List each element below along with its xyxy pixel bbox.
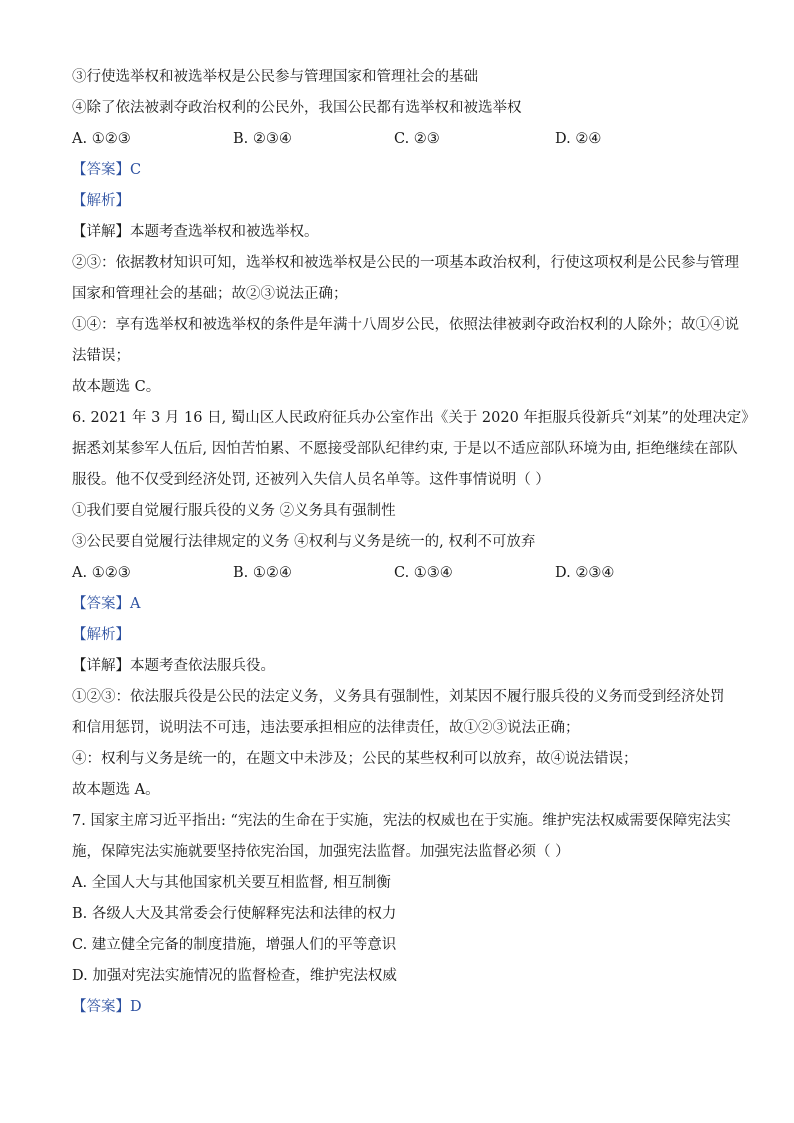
question-7-option-c: C. 建立健全完备的制度措施，增强人们的平等意识	[72, 937, 397, 953]
explanation-line: ①②③：依法服兵役是公民的法定义务，义务具有强制性，刘某因不履行服兵役的义务而受到经济处罚	[72, 689, 725, 705]
answer-choices	[72, 558, 722, 589]
option-3-text: ③行使选举权和被选举权是公民参与管理国家和管理社会的基础	[72, 69, 478, 85]
answer-label: 【答案】A	[72, 596, 141, 612]
detail-text: 【详解】本题考查依法服兵役。	[72, 658, 275, 674]
analysis-label: 【解析】	[72, 627, 130, 643]
question-7-option-d: D. 加强对宪法实施情况的监督检查，维护宪法权威	[72, 968, 397, 984]
analysis-label: 【解析】	[72, 193, 130, 209]
answer-label: 【答案】D	[72, 999, 142, 1015]
choice-a: A. ①②③	[72, 131, 131, 147]
choice-c: C. ①③④	[394, 565, 453, 581]
question-7-stem: 施，保障宪法实施就要坚持依宪治国，加强宪法监督。加强宪法监督必须（ ）	[72, 844, 570, 860]
conclusion-text: 故本题选 C。	[72, 379, 161, 395]
answer-choices	[72, 124, 722, 155]
choice-a: A. ①②③	[72, 565, 131, 581]
explanation-line: 和信用惩罚，说明法不可违，违法要承担相应的法律责任，故①②③说法正确；	[72, 720, 580, 736]
choice-d: D. ②③④	[555, 565, 615, 581]
conclusion-text: 故本题选 A。	[72, 782, 160, 798]
explanation-line: 法错误；	[72, 348, 130, 364]
explanation-line: ④：权利与义务是统一的，在题文中未涉及；公民的某些权利可以放弃，故④说法错误；	[72, 751, 638, 767]
choice-d: D. ②④	[555, 131, 602, 147]
choice-b: B. ①②④	[233, 565, 292, 581]
choice-b: B. ②③④	[233, 131, 292, 147]
question-7-option-b: B. 各级人大及其常委会行使解释宪法和法律的权力	[72, 906, 397, 922]
option-4-text: ④除了依法被剥夺政治权利的公民外，我国公民都有选举权和被选举权	[72, 100, 522, 116]
question-6-stem: 6. 2021 年 3 月 16 日, 蜀山区人民政府征兵办公室作出《关于 2020 年拒服兵役新兵“刘某”的处理决定》	[72, 410, 756, 426]
question-7-option-a: A. 全国人大与其他国家机关要互相监督, 相互制衡	[72, 875, 391, 891]
question-6-options: ③公民要自觉履行法律规定的义务 ④权利与义务是统一的, 权利不可放弃	[72, 534, 536, 550]
detail-text: 【详解】本题考查选举权和被选举权。	[72, 224, 319, 240]
answer-label: 【答案】C	[72, 162, 142, 178]
question-6-stem: 据悉刘某参军人伍后, 因怕苦怕累、不愿接受部队纪律约束, 于是以不适应部队环境为由, 拒绝继续在部队	[72, 441, 738, 457]
question-6-stem: 服役。他不仅受到经济处罚, 还被列入失信人员名单等。这件事情说明（ ）	[72, 472, 550, 488]
document-body	[72, 62, 756, 1023]
explanation-line: ②③：依据教材知识可知，选举权和被选举权是公民的一项基本政治权利，行使这项权利是公民参与管理	[72, 255, 739, 271]
question-6-options: ①我们要自觉履行服兵役的义务 ②义务具有强制性	[72, 503, 396, 519]
question-7-stem: 7. 国家主席习近平指出: “宪法的生命在于实施，宪法的权威也在于实施。维护宪法权威需要保障宪法实	[72, 813, 731, 829]
explanation-line: ①④：享有选举权和被选举权的条件是年满十八周岁公民，依照法律被剥夺政治权利的人除外；故①④说	[72, 317, 739, 333]
choice-c: C. ②③	[394, 131, 440, 147]
explanation-line: 国家和管理社会的基础；故②③说法正确；	[72, 286, 348, 302]
